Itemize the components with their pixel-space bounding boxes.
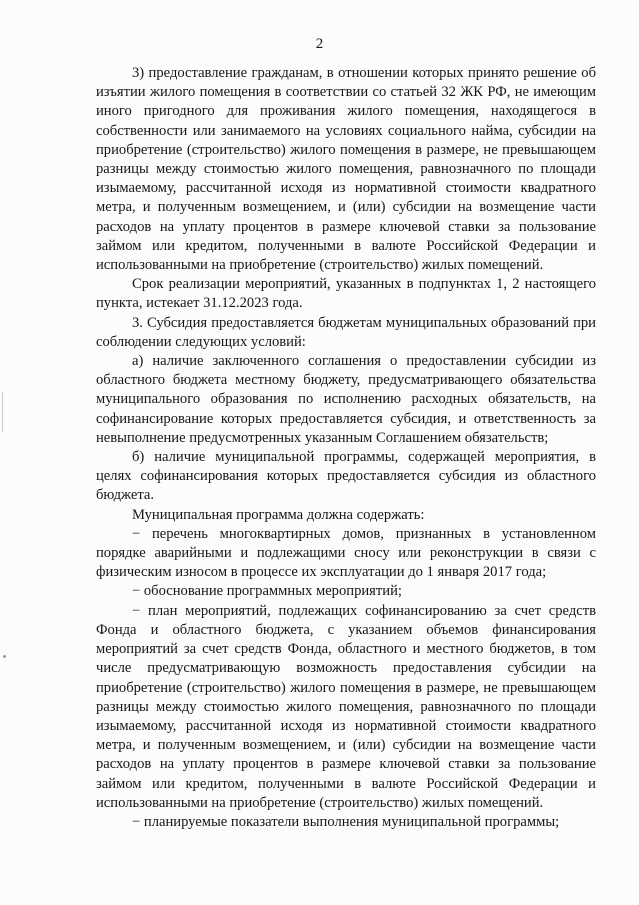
paragraph-condition-a-agreement: а) наличие заключенного соглашения о предоставлении субсидии из областного бюджета местному бюджету, предусматривающего обязательства муниципального образования по исполнению расходных обязательств, на софинансирование которых предоставляется субсидия, и ответственность за невыполнение предусмотренных указанным Соглашением обязательств;: [96, 353, 596, 446]
list-item-activity-plan: − план мероприятий, подлежащих софинансированию за счет средств Фонда и областного бюджета, с указанием объемов финансирования мероприятий за счет средств Фонда, областного и местного бюджетов, в том числе предусматривающую возможность предоставления субсидии на приобретение (строительство) жилого помещения в размере, не превышающем разницы между стоимостью жилого помещения, равнозначного по площади изымаемому, рассчитанной исходя из нормативной стоимости квадратного метра, и полученным возмещением, и (или) субсидии на возмещение части расходов на уплату процентов в размере ключевой ставки за пользование займом или кредитом, полученными в валюте Российской Федерации и использованными на приобретение (строительство) жилых помещений.: [96, 602, 596, 811]
list-item-house-list: − перечень многоквартирных домов, признанных в установленном порядке аварийными и подлежащими сносу или реконструкции в связи с физическим износом в процессе их эксплуатации до 1 января 2017 года;: [96, 525, 596, 581]
scan-artifact-dot: [3, 655, 6, 658]
paragraph-section-3-conditions: 3. Субсидия предоставляется бюджетам муниципальных образований при соблюдении следующих условий:: [96, 314, 596, 350]
paragraph-condition-b-program: б) наличие муниципальной программы, содержащей мероприятия, в целях софинансирования которых предоставляется субсидия из областного бюджета.: [96, 449, 596, 504]
paragraph-item-3-resettlement-subsidy: 3) предоставление гражданам, в отношении которых принято решение об изъятии жилого помещения в соответствии со статьей 32 ЖК РФ, не имеющим иного пригодного для проживания жилого помещения, находящегося в собственности или занимаемого на условиях социального найма, субсидии на приобретение (строительство) жилого помещения в размере, не превышающем разницы между стоимостью жилого помещения, равнозначного по площади изымаемому, рассчитанной исходя из нормативной стоимости квадратного метра, и полученным возмещением, и (или) субсидии на возмещение части расходов на уплату процентов в размере ключевой ставки за пользование займом или кредитом, полученными в валюте Российской Федерации и использованными на приобретение (строительство) жилых помещений.: [96, 65, 596, 274]
list-item-planned-indicators: − планируемые показатели выполнения муниципальной программы;: [132, 813, 560, 830]
scan-artifact-line: [2, 392, 3, 432]
page-number: 2: [315, 36, 324, 52]
paragraph-deadline: Срок реализации мероприятий, указанных в подпунктах 1, 2 настоящего пункта, истекает 31.12.2023 года.: [96, 276, 596, 312]
paragraph-program-contents-heading: Муниципальная программа должна содержать:: [132, 506, 425, 523]
document-body: [96, 64, 596, 832]
list-item-justification: − обоснование программных мероприятий;: [132, 583, 402, 600]
